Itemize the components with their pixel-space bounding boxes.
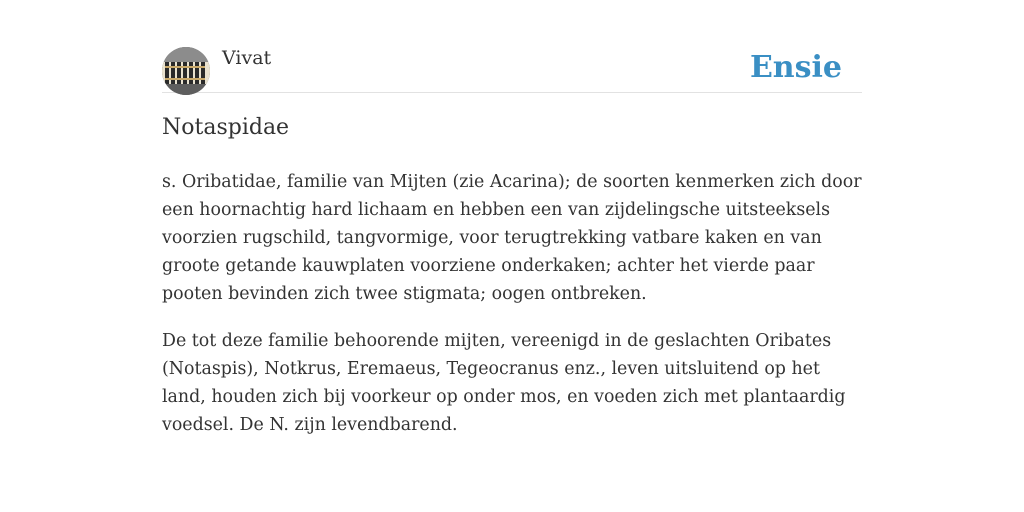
author-name[interactable]: Vivat — [222, 47, 272, 69]
article-paragraph: De tot deze familie behoorende mijten, vereenigd in de geslachten Oribates (Notaspis), Notkrus, Eremaeus, Tegeocranus enz., leven uitsluitend op het land, houden zich bij voorkeur op onder mos, en voeden zich met plantaardig voedsel. De N. zijn levendbarend. — [162, 331, 846, 435]
article-body — [162, 168, 864, 458]
article-paragraph: s. Oribatidae, familie van Mijten (zie Acarina); de soorten kenmerken zich door een hoornachtig hard lichaam en hebben een van zijdelingsche uitsteeksels voorzien rugschild, tangvormige, voor terugtrekking vatbare kaken en van groote getande kauwplaten voorziene onderkaken; achter het vierde paar pooten bevinden zich twee stigmata; oogen ontbreken. — [162, 172, 862, 304]
avatar[interactable] — [162, 47, 210, 95]
brand-logo[interactable]: Ensie — [749, 50, 842, 85]
book-spines-avatar-icon — [162, 47, 210, 95]
page-title: Notaspidae — [162, 115, 290, 140]
header — [162, 46, 862, 93]
